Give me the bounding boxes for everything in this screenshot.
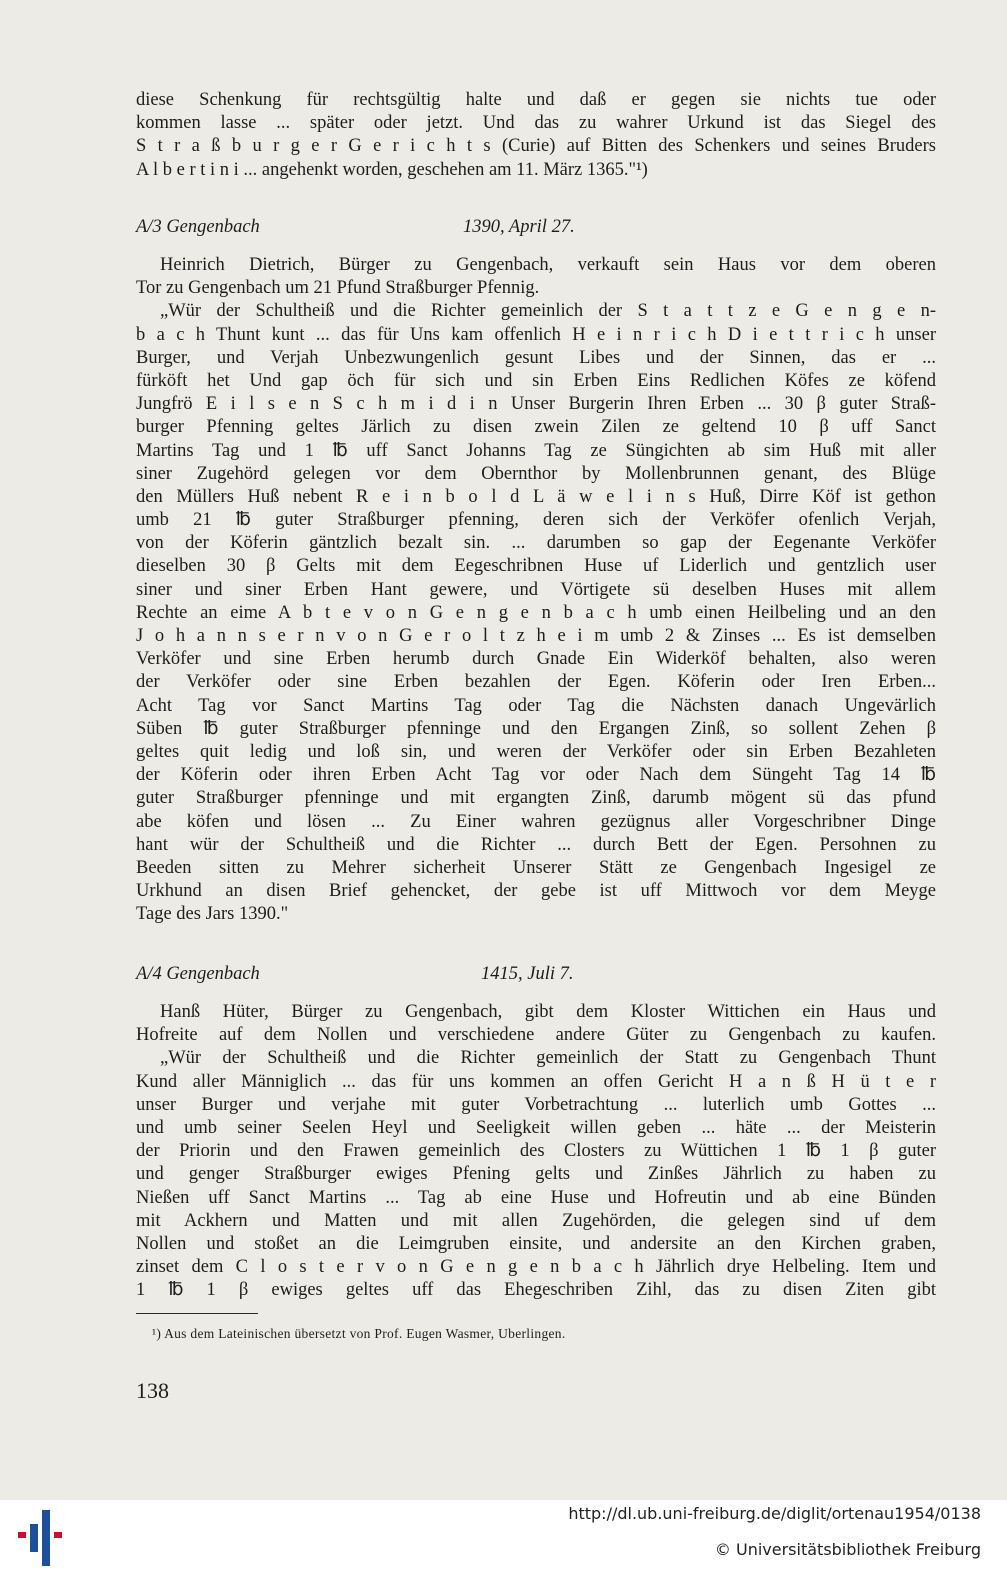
text-line: kommen lasse ... später oder jetzt. Und das zu wahrer Urkund ist das Siegel des — [136, 113, 936, 134]
text-line: Jungfrö E i l s e n S c h m i d i n Unser Burgerin Ihren Erben ... 30 β guter Straß- — [136, 394, 936, 415]
text-line: siner und siner Erben Hant gewere, und Vörtigete sü deselben Huses mit allem — [136, 579, 936, 600]
footnote-rule — [136, 1313, 258, 1314]
page-number: 138 — [136, 1378, 169, 1403]
text-line: Süben ℔ guter Straßburger pfenninge und den Ergangen Zinß, so sollent Zehen β — [136, 718, 936, 739]
entry-heading-a4 — [136, 963, 696, 986]
text-line: J o h a n n s e r n v o n G e r o l t z h e i m umb 2 & Zinses ... Es ist demselben — [136, 626, 936, 646]
text-line: guter Straßburger pfenninge und mit ergangten Zinß, darumb mögent sü das pfund — [136, 788, 936, 809]
entry-heading-date: 1390, April 27. — [463, 217, 575, 237]
entry-heading-place: A/3 Gengenbach — [136, 217, 260, 237]
document-url-link[interactable]: http://dl.ub.uni-freiburg.de/diglit/ortenau1954/0138 — [568, 1504, 981, 1523]
text-line: Nollen und stoßet an die Leimgruben einsite, und andersite an den Kirchen graben, — [136, 1233, 936, 1254]
footnote: ¹) Aus dem Lateinischen übersetzt von Prof. Eugen Wasmer, Uberlingen. — [152, 1326, 566, 1341]
text-line: Beeden sitten zu Mehrer sicherheit Unserer Stätt ze Gengenbach Ingesigel ze — [136, 857, 936, 878]
text-line: abe köfen und lösen ... Zu Einer wahren gezügnus aller Vorgeschribner Dinge — [136, 811, 936, 832]
text-line: Urkhund an disen Brief gehencket, der gebe ist uff Mittwoch vor dem Meyge — [136, 881, 936, 902]
text-line: b a c h Thunt kunt ... das für Uns kam offenlich H e i n r i c h D i e t t r i c h unser — [136, 324, 936, 345]
text-line: den Müllers Huß nebent R e i n b o l d L ä w e l i n s Huß, Dirre Köf ist gethon — [136, 486, 936, 507]
text-line: der Köferin oder ihren Erben Acht Tag vor oder Nach dem Süngeht Tag 14 ℔ — [136, 765, 936, 786]
text-line: und genger Straßburger ewiges Pfening gelts und Zinßes Jährlich zu haben zu — [136, 1164, 936, 1185]
text-line: Hanß Hüter, Bürger zu Gengenbach, gibt dem Kloster Wittichen ein Haus und — [160, 1002, 936, 1022]
text-line: der Verköfer oder sine Erben bezahlen der Egen. Köferin oder Iren Erben... — [136, 672, 936, 693]
text-line: dieselben 30 β Gelts mit dem Eegeschribnen Huse uf Liderlich und gentzlich user — [136, 556, 936, 577]
text-line: „Wür der Schultheiß und die Richter gemeinlich der S t a t t z e G e n g e n- — [160, 301, 936, 322]
text-line: der Priorin und den Frawen gemeinlich des Closters zu Wüttichen 1 ℔ 1 β guter — [136, 1141, 936, 1162]
text-line: fürköft het Und gap öch für sich und sin Erben Eins Redlichen Köfes ze köfend — [136, 370, 936, 391]
library-logo-icon — [14, 1506, 66, 1568]
text-line: Verköfer und sine Erben herumb durch Gnade Ein Widerköf behalten, also weren — [136, 649, 936, 670]
text-line: Burger, und Verjah Unbezwungenlich gesunt Libes und der Sinnen, das er ... — [136, 347, 936, 368]
text-line: Nießen uff Sanct Martins ... Tag ab eine Huse und Hofreutin und ab eine Bünden — [136, 1187, 936, 1208]
block-a4 — [136, 1001, 936, 1302]
text-line: 1 ℔ 1 β ewiges geltes uff das Ehegeschriben Zihl, das zu disen Ziten gibt — [136, 1280, 936, 1301]
text-line: unser Burger und verjahe mit guter Vorbetrachtung ... luterlich umb Gottes ... — [136, 1094, 936, 1115]
text-line: umb 21 ℔ guter Straßburger pfenning, deren sich der Verköfer ofenlich Verjah, — [136, 510, 936, 531]
text-line: S t r a ß b u r g e r G e r i c h t s (Curie) auf Bitten des Schenkers und seines Bruders — [136, 136, 936, 157]
text-line: Kund aller Männiglich ... das für uns kommen an offen Gericht H a n ß H ü t e r — [136, 1071, 936, 1092]
text-line: siner Zugehörd gelegen vor dem Obernthor by Mollenbrunnen genant, des Blüge — [136, 463, 936, 484]
text-line: hant wür der Schultheiß und die Richter ... durch Bett der Egen. Persohnen zu — [136, 834, 936, 855]
copyright-notice: © Universitätsbibliothek Freiburg — [714, 1540, 981, 1559]
text-line: mit Ackhern und Matten und mit allen Zugehörden, die gelegen sind uf dem — [136, 1210, 936, 1231]
entry-heading-a3 — [136, 216, 696, 239]
text-line: Tor zu Gengenbach um 21 Pfund Straßburger Pfennig. — [136, 278, 540, 299]
text-line: geltes quit ledig und loß sin, und weren der Verköfer oder sin Erben Bezahleten — [136, 741, 936, 762]
text-line: A l b e r t i n i ... angehenkt worden, geschehen am 11. März 1365."¹) — [136, 159, 648, 180]
text-line: „Wür der Schultheiß und die Richter gemeinlich der Statt zu Gengenbach Thunt — [160, 1048, 936, 1069]
text-line: von der Köferin gäntzlich bezalt sin. ... darumben so gap der Eegenante Verköfer — [136, 533, 936, 554]
text-line: zinset dem C l o s t e r v o n G e n g e n b a c h Jährlich drye Helbeling. Item und — [136, 1257, 936, 1278]
text-line: Heinrich Dietrich, Bürger zu Gengenbach, verkauft sein Haus vor dem oberen — [160, 255, 936, 275]
text-line: diese Schenkung für rechtsgültig halte und daß er gegen sie nichts tue oder — [136, 90, 936, 110]
text-line: und umb seiner Seelen Heyl und Seeligkeit willen geben ... häte ... der Meisterin — [136, 1117, 936, 1138]
text-line: Martins Tag und 1 ℔ uff Sanct Johanns Tag ze Süngichten ab sim Huß mit aller — [136, 440, 936, 461]
text-line: Hofreite auf dem Nollen und verschiedene andere Güter zu Gengenbach zu kaufen. — [136, 1025, 936, 1046]
text-line: Acht Tag vor Sanct Martins Tag oder Tag die Nächsten danach Ungevärlich — [136, 695, 936, 716]
text-line: burger Pfenning geltes Järlich zu disen zwein Zilen ze geltend 10 β uff Sanct — [136, 417, 936, 438]
block-a3 — [136, 254, 936, 926]
entry-heading-place: A/4 Gengenbach — [136, 964, 260, 984]
text-line: Tage des Jars 1390." — [136, 904, 289, 925]
block-a2-ending — [136, 89, 936, 182]
entry-heading-date: 1415, Juli 7. — [481, 964, 574, 984]
text-line: Rechte an eime A b t e v o n G e n g e n b a c h umb einen Heilbeling und an den — [136, 602, 936, 623]
